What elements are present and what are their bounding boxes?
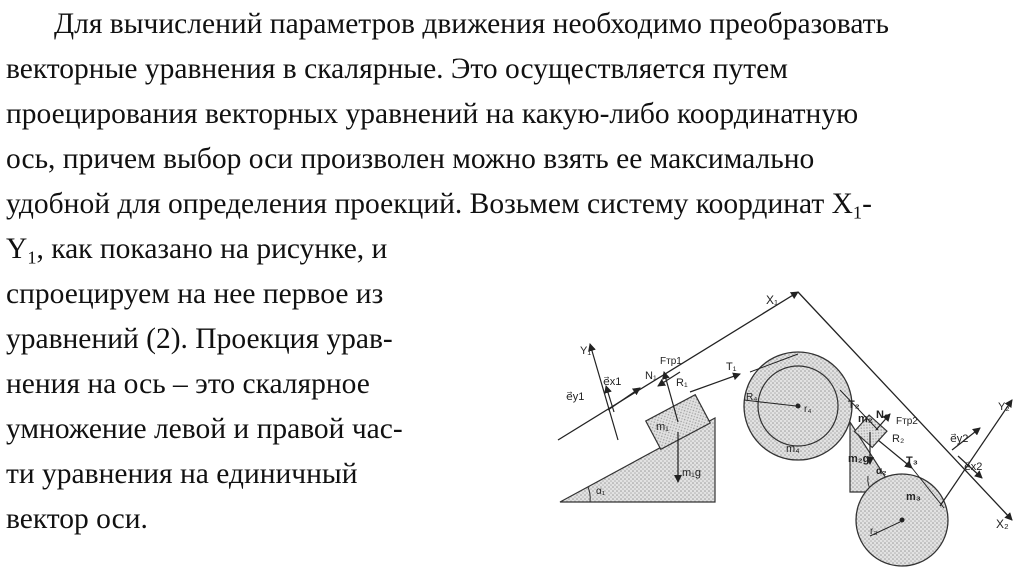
label-r4-outer: R₄ — [746, 392, 758, 403]
text-line — [6, 182, 1016, 227]
text-line: Для вычислений параметров движения необходимо преобразовать — [54, 8, 889, 40]
label-m1g: m₁g — [682, 467, 701, 479]
y2-axis — [940, 400, 1012, 506]
text-line: уравнений (2). Проекция урав- — [6, 323, 393, 355]
subscript: 1 — [852, 202, 863, 223]
label-ey2: e⃗y2 — [950, 433, 969, 445]
pulley-4-center — [796, 404, 801, 409]
text-line: векторные уравнения в скалярные. Это осуществляется путем — [6, 53, 788, 85]
tension-t1-vector — [690, 374, 740, 392]
label-m2: m₂ — [858, 413, 873, 425]
label-t3: T₃ — [906, 455, 918, 467]
label-x2: X₂ — [996, 517, 1009, 531]
label-n1: N₁ — [645, 370, 657, 382]
pulley-3-center — [900, 518, 905, 523]
label-ex2: e⃗x2 — [964, 461, 983, 473]
subscript: 1 — [27, 247, 37, 268]
text-fragment: - — [862, 188, 872, 220]
label-y2: Y₂ — [998, 401, 1010, 413]
text-fragment: , как показано на рисунке, и — [36, 233, 388, 265]
label-r1: R₁ — [676, 377, 688, 389]
text-fragment: Y — [6, 233, 28, 265]
label-ey1: e⃗y1 — [566, 391, 585, 403]
text-line: проецирования векторных уравнений на какую-либо координатную — [6, 98, 859, 130]
label-m2g: m₂g — [848, 453, 870, 465]
label-ex1: e⃗x1 — [603, 376, 622, 388]
text-line — [6, 227, 1016, 272]
text-line: нения на ось – это скалярное — [6, 368, 370, 400]
label-x1: X₁ — [766, 293, 779, 307]
label-t2: T₂ — [848, 399, 860, 411]
text-line: умножение левой и правой час- — [6, 413, 403, 445]
label-ftr1: Fтр1 — [660, 356, 682, 367]
y1-axis — [590, 344, 618, 440]
label-m1: m₁ — [656, 421, 669, 433]
label-ftr2: Fтр2 — [896, 416, 918, 427]
text-line: вектор оси. — [6, 503, 148, 535]
label-r4-inner: r₄ — [804, 404, 812, 415]
label-n2: N₂ — [876, 409, 889, 421]
label-m3: m₃ — [906, 491, 921, 503]
label-r3: r₃ — [870, 526, 878, 537]
text-line: ось, причем выбор оси произволен можно взять ее максимально — [6, 143, 815, 175]
mechanism-diagram — [540, 282, 1024, 574]
label-alpha1: α₁ — [596, 486, 606, 497]
label-t1: T₁ — [726, 361, 737, 373]
text-fragment: удобной для определения проекций. Возьмем систему координат X — [6, 188, 853, 220]
label-y1: Y₁ — [580, 345, 592, 357]
label-alpha2: α₂ — [876, 466, 887, 477]
text-line: спроецируем на нее первое из — [6, 278, 384, 310]
label-r2: R₂ — [892, 433, 905, 445]
text-line: ти уравнения на единичный — [6, 458, 358, 490]
label-m4: m₄ — [786, 443, 800, 455]
